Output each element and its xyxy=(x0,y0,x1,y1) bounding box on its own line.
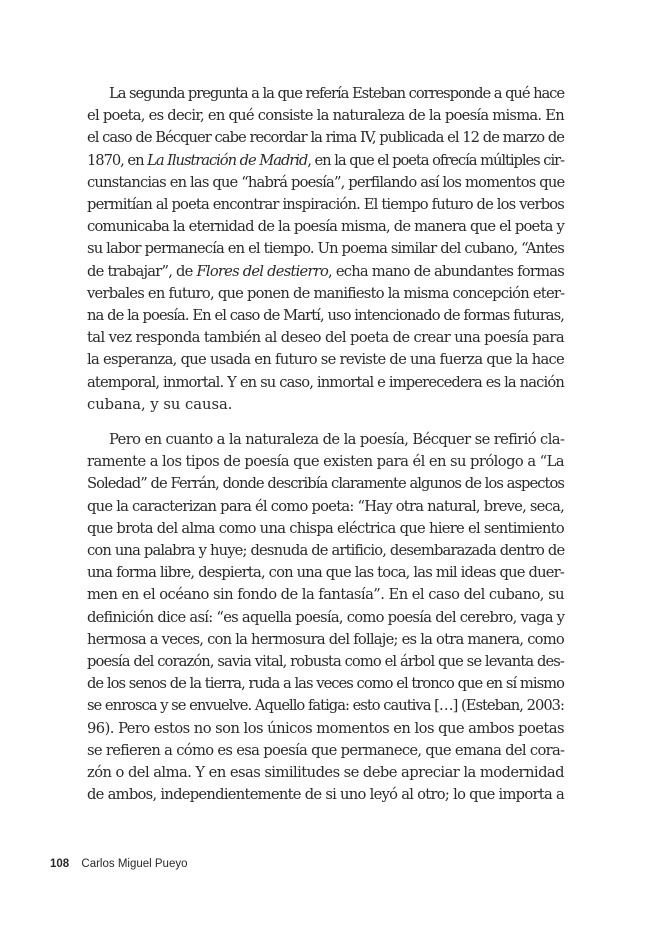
text-run: verbales en futuro, que ponen de manifiesto la misma concepción eter- xyxy=(87,284,565,302)
text-run: cunstancias en las que “habrá poesía”, perfilando así los momentos que xyxy=(87,173,565,191)
text-line xyxy=(87,629,564,651)
text-run: permitían al poeta encontrar inspiración. El tiempo futuro de los verbos xyxy=(87,196,564,214)
text-run: La segunda pregunta a la que refería Esteban corresponde a qué hace xyxy=(109,85,564,102)
text-line xyxy=(87,327,564,349)
text-run: 96). Pero estos no son los únicos momentos en los que ambos poetas xyxy=(87,719,564,737)
text-run: se enrosca y se envuelve. Aquello fatiga: esto cautiva […] (Esteban, 2003: xyxy=(87,697,564,715)
text-run: atemporal, inmortal. Y en su caso, inmortal e imperecedera es la nación xyxy=(87,373,564,391)
text-line xyxy=(87,740,564,762)
italic-title: La Ilustración de Madrid xyxy=(147,151,308,169)
text-line xyxy=(87,261,564,283)
text-run: que la caracterizan para él como poeta: “Hay otra natural, breve, seca, xyxy=(87,497,564,515)
text-line xyxy=(87,784,564,806)
text-run: , en la que el poeta ofrecía múltiples cir- xyxy=(307,151,564,169)
text-run: na de la poesía. En el caso de Martí, uso intencionado de formas futuras, xyxy=(87,307,564,325)
text-line xyxy=(87,216,564,238)
text-line xyxy=(87,762,564,784)
text-line xyxy=(87,349,564,371)
text-run: men en el océano sin fondo de la fantasía”. En el caso del cubano, su xyxy=(87,586,564,604)
text-line xyxy=(87,305,564,327)
text-run: de los senos de la tierra, ruda a las veces como el tronco que en sí mismo xyxy=(87,675,564,693)
text-run: la esperanza, que usada en futuro se reviste de una fuerza que la hace xyxy=(87,351,564,369)
body-text xyxy=(87,83,564,807)
text-run: hermosa a veces, con la hermosura del follaje; es la otra manera, como xyxy=(87,630,564,648)
text-line xyxy=(87,83,564,105)
text-run: que brota del alma como una chispa eléctrica que hiere el sentimiento xyxy=(87,519,564,537)
text-line xyxy=(87,496,564,518)
text-run: tal vez responda también al deseo del poeta de crear una poesía para xyxy=(87,329,564,347)
text-line xyxy=(87,105,564,127)
page-footer xyxy=(50,858,188,870)
text-run: 1870, en xyxy=(87,151,148,169)
running-footer-author: Carlos Miguel Pueyo xyxy=(81,858,188,870)
text-line xyxy=(87,518,564,540)
text-line xyxy=(87,695,564,717)
italic-title: Flores del destierro xyxy=(196,262,329,280)
text-run: su labor permanecía en el tiempo. Un poema similar del cubano, “Antes xyxy=(87,240,564,258)
page-number: 108 xyxy=(50,858,70,870)
text-line xyxy=(87,150,564,172)
text-run: Soledad” de Ferrán, donde describía claramente algunos de los aspectos xyxy=(87,475,564,493)
text-run: ramente a los tipos de poesía que existen para él en su prólogo a “La xyxy=(87,453,564,471)
text-run: definición dice así: “es aquella poesía, como poesía del cerebro, vaga y xyxy=(87,608,565,626)
text-line xyxy=(87,372,564,394)
text-run: cubana, y su causa. xyxy=(87,395,233,413)
text-run: comunicaba la eternidad de la poesía misma, de manera que el poeta y xyxy=(87,218,564,236)
text-line xyxy=(87,172,564,194)
text-line xyxy=(87,194,564,216)
paragraph xyxy=(87,429,564,806)
text-line xyxy=(87,607,564,629)
text-run: una forma libre, despierta, con una que las toca, las mil ideas que duer- xyxy=(87,564,564,582)
text-line xyxy=(87,718,564,740)
text-line xyxy=(87,451,564,473)
text-run: , echa mano de abundantes formas xyxy=(328,262,565,280)
text-run: poesía del corazón, savia vital, robusta como el árbol que se levanta des- xyxy=(87,653,564,671)
text-line xyxy=(87,673,564,695)
text-run: con una palabra y huye; desnuda de artificio, desembarazada dentro de xyxy=(87,542,565,560)
text-run: Pero en cuanto a la naturaleza de la poesía, Bécquer se refirió cla- xyxy=(109,431,565,449)
text-line xyxy=(87,429,564,451)
text-line xyxy=(87,394,564,416)
text-line xyxy=(87,238,564,260)
text-run: el caso de Bécquer cabe recordar la rima IV, publicada el 12 de marzo de xyxy=(87,129,564,147)
text-line xyxy=(87,562,564,584)
text-line xyxy=(87,283,564,305)
text-run: de trabajar”, de xyxy=(87,262,197,280)
text-line xyxy=(87,127,564,149)
text-line xyxy=(87,473,564,495)
text-line xyxy=(87,584,564,606)
text-line xyxy=(87,540,564,562)
text-run: se refieren a cómo es esa poesía que permanece, que emana del cora- xyxy=(87,741,565,759)
text-line xyxy=(87,651,564,673)
text-run: el poeta, es decir, en qué consiste la naturaleza de la poesía misma. En xyxy=(87,107,564,125)
text-run: zón o del alma. Y en esas similitudes se debe apreciar la modernidad xyxy=(87,764,564,782)
text-run: de ambos, independientemente de si uno leyó al otro; lo que importa a xyxy=(87,786,564,804)
paragraph xyxy=(87,83,564,416)
